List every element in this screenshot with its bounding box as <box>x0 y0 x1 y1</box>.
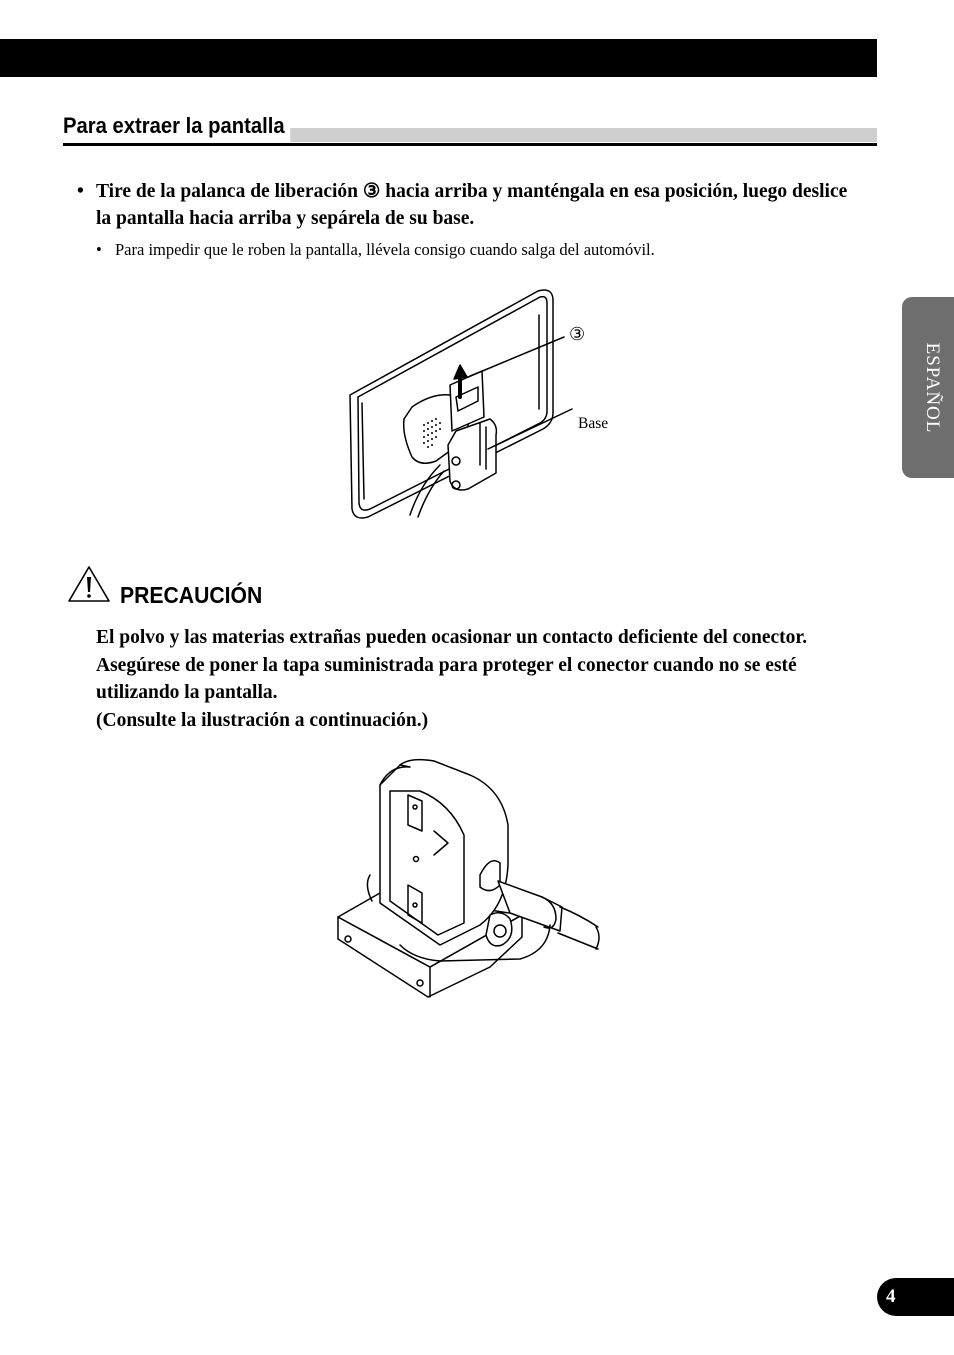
note-bullet <box>96 239 856 261</box>
bullet-dot: • <box>77 181 84 202</box>
instruction-text: Tire de la palanca de liberación ③ hacia arriba y manténgala en esa posición, luego deslice la pantalla hacia arriba y sepárela de su base. <box>96 181 848 229</box>
header-bar <box>0 39 877 77</box>
caution-reference: (Consulte la ilustración a continuación.) <box>96 709 429 731</box>
note-dot: • <box>96 240 102 259</box>
section-title: Para extraer la pantalla <box>63 110 290 142</box>
page-number-tab <box>877 1278 954 1316</box>
display-removal-illustration <box>340 285 580 525</box>
callout-number-3: ③ <box>569 324 586 344</box>
page-number: 4 <box>886 1286 896 1307</box>
caution-body <box>96 624 866 734</box>
heading-rule <box>63 143 877 146</box>
callout-base-label: Base <box>578 415 609 432</box>
warning-icon <box>67 565 111 603</box>
caution-text: El polvo y las materias extrañas pueden ocasionar un contacto deficiente del conector. Asegúrese de poner la tapa suministrada para proteger el conector cuando no se esté utilizando la pantalla. <box>96 627 808 703</box>
language-label: ESPAÑOL <box>922 342 943 433</box>
caution-title: PRECAUCIÓN <box>120 582 263 608</box>
instruction-bullet <box>77 178 867 232</box>
connector-cover-illustration <box>330 755 610 1005</box>
language-tab <box>902 297 954 478</box>
section-heading <box>63 110 877 148</box>
note-text: Para impedir que le roben la pantalla, llévela consigo cuando salga del automóvil. <box>115 240 655 259</box>
